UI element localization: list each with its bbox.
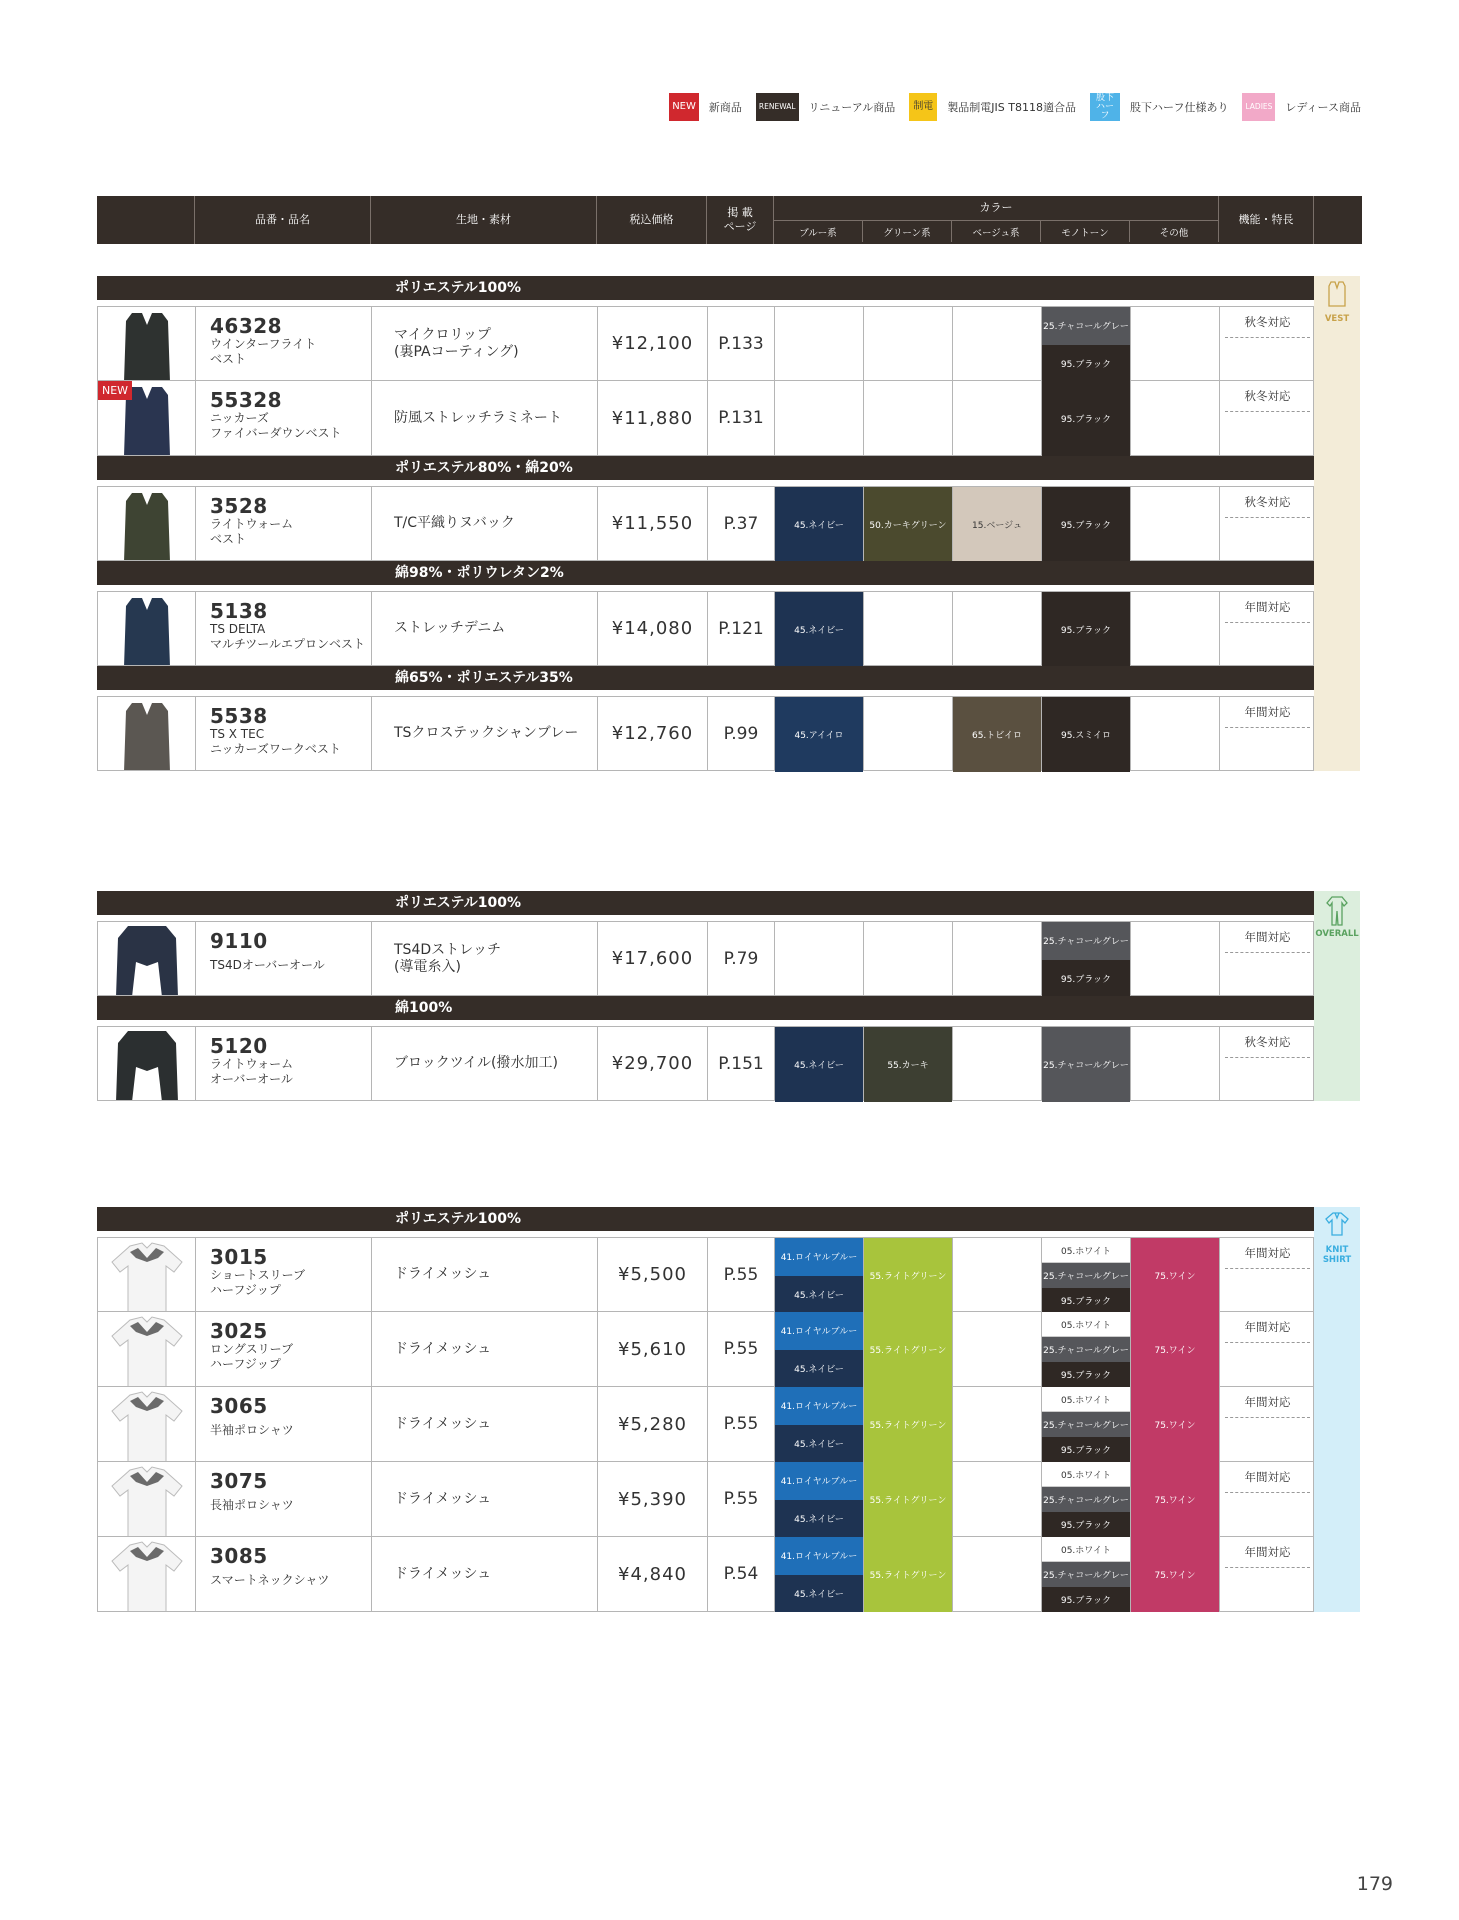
catalog-page-ref: P.55 [708,1387,775,1461]
color-swatch: 50.カーキグリーン [864,487,952,562]
color-swatch: 41.ロイヤルブルー [775,1387,863,1425]
page-number: 179 [1356,1873,1393,1895]
color-swatch: 45.ネイビー [775,592,863,667]
product-number: 3085 [210,1544,268,1568]
product-material: ブロックツイル(撥水加工) [372,1027,598,1100]
color-column-cell [864,922,953,995]
product-photo-cell [98,307,196,380]
feature-label: 年間対応 [1225,922,1310,953]
product-photo [98,1387,196,1461]
product-name: 長袖ポロシャツ [210,1498,294,1512]
category-tab-label: OVERALL [1315,929,1359,939]
product-material: 防風ストレッチラミネート [372,381,598,455]
product-price: ¥5,610 [598,1312,708,1386]
color-column-cell [953,1537,1042,1611]
header-name: 品番・品名 [195,196,371,244]
legend-item [756,93,895,121]
product-price: ¥4,840 [598,1537,708,1611]
color-swatch: 75.ワイン [1131,1312,1219,1387]
color-column-cell [1042,592,1131,665]
product-photo-cell [98,922,196,995]
color-column-cell [1131,307,1220,380]
product-photo [98,1238,196,1311]
color-swatch: 25.チャコールグレー [1042,307,1130,345]
color-swatch: 95.ブラック [1042,345,1130,383]
catalog-page-ref: P.55 [708,1462,775,1536]
product-photo [98,1312,196,1386]
feature-label: 年間対応 [1225,1312,1310,1343]
color-column-cell [775,1462,864,1536]
category-tab-label: KNIT SHIRT [1322,1245,1352,1265]
header-material: 生地・素材 [371,196,597,244]
color-swatch: 25.チャコールグレー [1042,1263,1130,1288]
color-swatch: 95.スミイロ [1042,697,1130,772]
category-tab-overall [1314,891,1360,1101]
color-swatch: 95.ブラック [1042,1437,1130,1462]
color-column-cell [953,487,1042,560]
color-swatch: 05.ホワイト [1042,1238,1130,1263]
product-number: 3065 [210,1394,268,1418]
feature-cell [1220,922,1315,995]
color-column-cell [775,487,864,560]
product-photo [98,307,196,380]
header-photo-col [97,196,195,244]
product-name: ロングスリーブ ハーフジップ [210,1342,294,1371]
color-column-cell [1042,381,1131,455]
catalog-page-ref: P.79 [708,922,775,995]
product-number: 3075 [210,1469,268,1493]
color-column-cell [775,922,864,995]
product-price: ¥17,600 [598,922,708,995]
color-swatch: 05.ホワイト [1042,1537,1130,1562]
legend-label: レディース商品 [1285,101,1361,114]
product-number: 5138 [210,599,268,623]
product-material: TSクロステックシャンブレー [372,697,598,770]
color-column-cell [775,381,864,455]
legend-item [669,93,742,121]
product-name-cell [196,381,372,455]
color-swatch: 95.ブラック [1042,487,1130,562]
color-swatch: 55.ライトグリーン [864,1238,952,1313]
color-column-cell [1131,697,1220,770]
product-material: ストレッチデニム [372,592,598,665]
header-color: カラー [774,196,1219,220]
color-swatch: 45.ネイビー [775,1276,863,1314]
product-name-cell [196,487,372,560]
product-name-cell [196,1312,372,1386]
feature-cell [1220,381,1315,455]
product-price: ¥5,500 [598,1238,708,1311]
color-swatch: 95.ブラック [1042,1362,1130,1387]
category-tab-knit-shirt [1314,1207,1360,1612]
product-row [97,921,1314,996]
legend-badge: LADIES [1242,93,1275,121]
feature-cell [1220,1387,1315,1461]
color-column-cell [1131,1312,1220,1386]
color-swatch: 41.ロイヤルブルー [775,1462,863,1500]
catalog-page-ref: P.131 [708,381,775,455]
product-photo-cell [98,1462,196,1536]
product-name: TS DELTA マルチツールエプロンベスト [210,622,366,651]
product-name-cell [196,1537,372,1611]
color-column-cell [1131,1027,1220,1100]
product-material: ドライメッシュ [372,1387,598,1461]
category-tab-vest [1314,276,1360,771]
color-swatch: 45.ネイビー [775,1027,863,1102]
header-price: 税込価格 [597,196,707,244]
product-photo-cell [98,1238,196,1311]
color-swatch: 45.ネイビー [775,1575,863,1613]
color-swatch: 41.ロイヤルブルー [775,1238,863,1276]
product-row [97,1462,1314,1537]
product-material: ドライメッシュ [372,1312,598,1386]
catalog-page-ref: P.55 [708,1238,775,1311]
color-swatch: 95.ブラック [1042,381,1130,456]
feature-cell [1220,1312,1315,1386]
color-column-cell [953,1462,1042,1536]
feature-label: 秋冬対応 [1225,1027,1310,1058]
color-column-cell [953,1027,1042,1100]
product-photo-cell [98,697,196,770]
product-photo [98,1027,196,1100]
color-column-cell [1042,697,1131,770]
color-column-cell [864,1387,953,1461]
material-category-bar [97,561,1314,585]
color-swatch: 55.カーキ [864,1027,952,1102]
product-price: ¥12,760 [598,697,708,770]
color-swatch: 55.ライトグリーン [864,1537,952,1612]
product-name: ライトウォーム ベスト [210,517,294,546]
color-column-cell [953,1312,1042,1386]
header-feature: 機能・特長 [1219,196,1314,244]
legend-item [1090,93,1228,121]
catalog-page-ref: P.133 [708,307,775,380]
color-swatch: 55.ライトグリーン [864,1387,952,1462]
color-swatch: 25.チャコールグレー [1042,1337,1130,1362]
catalog-page-ref: P.121 [708,592,775,665]
color-swatch: 41.ロイヤルブルー [775,1312,863,1350]
color-column-cell [864,697,953,770]
product-price: ¥11,550 [598,487,708,560]
feature-label: 年間対応 [1225,592,1310,623]
feature-label: 年間対応 [1225,1537,1310,1568]
color-column-cell [1042,1537,1131,1611]
color-column-cell [1131,1387,1220,1461]
feature-label: 秋冬対応 [1225,381,1310,412]
color-swatch: 25.チャコールグレー [1042,922,1130,960]
header-color-col: ブルー系 [774,220,863,242]
product-photo-cell [98,1387,196,1461]
product-row [97,591,1314,666]
color-swatch: 25.チャコールグレー [1042,1027,1130,1102]
product-name-cell [196,1387,372,1461]
knit-shirt-icon [1325,1211,1349,1243]
product-name: ウインターフライト ベスト [210,337,317,366]
color-swatch: 15.ベージュ [953,487,1041,562]
color-column-cell [953,592,1042,665]
color-column-cell [1042,307,1131,380]
material-category-label: ポリエステル100% [395,280,521,296]
color-swatch: 75.ワイン [1131,1238,1219,1313]
color-swatch: 41.ロイヤルブルー [775,1537,863,1575]
product-row [97,1387,1314,1462]
product-photo-cell [98,1537,196,1611]
header-color-col: モノトーン [1041,220,1130,242]
color-column-cell [1131,1462,1220,1536]
legend-item [909,93,1076,121]
product-number: 5538 [210,704,268,728]
product-photo [98,1462,196,1536]
color-column-cell [1042,1238,1131,1311]
legend-badge: 制電 [909,93,937,121]
product-name: 半袖ポロシャツ [210,1423,294,1437]
product-photo-cell [98,592,196,665]
product-material: ドライメッシュ [372,1537,598,1611]
product-name: ライトウォーム オーバーオール [210,1057,294,1086]
product-row [97,1237,1314,1312]
color-column-cell [1042,1387,1131,1461]
color-column-cell [864,381,953,455]
legend [655,93,1361,121]
product-number: 46328 [210,314,283,338]
color-column-cell [953,381,1042,455]
table-header [97,196,1362,244]
material-category-bar [97,276,1314,300]
color-swatch: 45.ネイビー [775,1350,863,1388]
feature-label: 年間対応 [1225,1387,1310,1418]
legend-badge: RENEWAL [756,93,799,121]
color-column-cell [775,697,864,770]
material-category-label: ポリエステル100% [395,895,521,911]
legend-label: 製品制電JIS T8118適合品 [947,101,1076,114]
color-column-cell [1131,1238,1220,1311]
color-swatch: 75.ワイン [1131,1462,1219,1537]
product-name-cell [196,922,372,995]
legend-label: 股下ハーフ仕様あり [1130,101,1229,114]
color-swatch: 75.ワイン [1131,1537,1219,1612]
product-row [97,1537,1314,1612]
feature-cell [1220,1027,1315,1100]
product-photo [98,1537,196,1611]
product-name-cell [196,697,372,770]
color-column-cell [1042,922,1131,995]
product-price: ¥14,080 [598,592,708,665]
color-column-cell [864,487,953,560]
color-column-cell [1042,1462,1131,1536]
color-swatch: 75.ワイン [1131,1387,1219,1462]
material-category-bar [97,456,1314,480]
product-name: スマートネックシャツ [210,1573,330,1587]
header-page: 掲 載 ページ [707,196,774,244]
catalog-page-ref: P.37 [708,487,775,560]
color-swatch: 95.ブラック [1042,1512,1130,1537]
product-name-cell [196,1027,372,1100]
catalog-page-ref: P.54 [708,1537,775,1611]
color-swatch: 45.ネイビー [775,487,863,562]
material-category-label: 綿65%・ポリエステル35% [395,670,573,686]
material-category-label: 綿98%・ポリウレタン2% [395,565,564,581]
product-price: ¥5,280 [598,1387,708,1461]
color-column-cell [775,1312,864,1386]
feature-cell [1220,1537,1315,1611]
product-number: 3015 [210,1245,268,1269]
catalog-page-ref: P.99 [708,697,775,770]
feature-label: 年間対応 [1225,697,1310,728]
product-row [97,696,1314,771]
product-material: T/C平織りヌバック [372,487,598,560]
product-price: ¥11,880 [598,381,708,455]
product-name: TS4Dオーバーオール [210,958,325,972]
color-column-cell [864,1537,953,1611]
color-swatch: 95.ブラック [1042,592,1130,667]
product-photo-cell [98,1027,196,1100]
color-column-cell [775,592,864,665]
color-swatch: 45.ネイビー [775,1500,863,1538]
product-photo-cell [98,1312,196,1386]
product-name-cell [196,307,372,380]
product-photo-cell [98,381,196,455]
product-material: TS4Dストレッチ (導電糸入) [372,922,598,995]
legend-label: リニューアル商品 [808,101,896,114]
color-swatch: 95.ブラック [1042,960,1130,998]
legend-label: 新商品 [708,101,742,114]
product-material: ドライメッシュ [372,1238,598,1311]
product-row [97,1026,1314,1101]
product-row [97,1312,1314,1387]
color-column-cell [1131,1537,1220,1611]
feature-cell [1220,1238,1315,1311]
product-name: ショートスリーブ ハーフジップ [210,1268,306,1297]
product-price: ¥29,700 [598,1027,708,1100]
product-material: マイクロリップ (裏PAコーティング) [372,307,598,380]
color-column-cell [775,1238,864,1311]
legend-badge: 股下ハーフ [1090,93,1120,121]
product-number: 3528 [210,494,268,518]
product-photo [98,922,196,995]
material-category-bar [97,1207,1314,1231]
catalog-page-ref: P.151 [708,1027,775,1100]
category-tab-label: VEST [1324,314,1350,324]
color-column-cell [864,1312,953,1386]
material-category-label: ポリエステル100% [395,1211,521,1227]
feature-cell [1220,592,1315,665]
product-number: 3025 [210,1319,268,1343]
product-photo-cell [98,487,196,560]
product-number: 55328 [210,388,283,412]
color-column-cell [953,1238,1042,1311]
color-column-cell [864,1462,953,1536]
color-swatch: 55.ライトグリーン [864,1312,952,1387]
header-tab-col [1314,196,1362,244]
product-photo [98,697,196,770]
feature-label: 年間対応 [1225,1462,1310,1493]
material-category-label: 綿100% [395,1000,453,1016]
color-swatch: 95.ブラック [1042,1288,1130,1313]
color-column-cell [953,697,1042,770]
product-row [97,306,1314,381]
product-row [97,486,1314,561]
material-category-bar [97,666,1314,690]
color-column-cell [775,1537,864,1611]
feature-label: 秋冬対応 [1225,487,1310,518]
color-column-cell [1042,487,1131,560]
color-column-cell [864,1238,953,1311]
color-swatch: 05.ホワイト [1042,1387,1130,1412]
color-swatch: 45.ネイビー [775,1425,863,1463]
color-column-cell [775,307,864,380]
color-swatch: 65.トビイロ [953,697,1041,772]
color-column-cell [1131,381,1220,455]
feature-cell [1220,1462,1315,1536]
color-column-cell [864,592,953,665]
color-column-cell [864,1027,953,1100]
feature-label: 年間対応 [1225,1238,1310,1269]
material-category-bar [97,996,1314,1020]
color-swatch: 05.ホワイト [1042,1312,1130,1337]
product-material: ドライメッシュ [372,1462,598,1536]
legend-item [1242,93,1361,121]
color-column-cell [1131,592,1220,665]
feature-label: 秋冬対応 [1225,307,1310,338]
product-row [97,381,1314,456]
product-name-cell [196,1462,372,1536]
color-column-cell [775,1387,864,1461]
product-price: ¥5,390 [598,1462,708,1536]
vest-icon [1325,280,1349,312]
product-name: TS X TEC ニッカーズワークベスト [210,727,341,756]
product-photo [98,592,196,665]
color-column-cell [1042,1312,1131,1386]
color-column-cell [953,307,1042,380]
color-column-cell [775,1027,864,1100]
color-column-cell [953,922,1042,995]
new-badge: NEW [98,381,132,400]
feature-cell [1220,487,1315,560]
feature-cell [1220,307,1315,380]
product-price: ¥12,100 [598,307,708,380]
color-column-cell [1042,1027,1131,1100]
color-swatch: 55.ライトグリーン [864,1462,952,1537]
product-name: ニッカーズ ファイバーダウンベスト [210,411,342,440]
color-column-cell [953,1387,1042,1461]
color-column-cell [1131,487,1220,560]
legend-badge: NEW [669,93,699,121]
color-column-cell [864,307,953,380]
color-swatch: 25.チャコールグレー [1042,1562,1130,1587]
color-swatch: 45.アイイロ [775,697,863,772]
product-name-cell [196,592,372,665]
color-swatch: 25.チャコールグレー [1042,1412,1130,1437]
color-column-cell [1131,922,1220,995]
product-photo [98,487,196,560]
product-number: 5120 [210,1034,268,1058]
catalog-page-ref: P.55 [708,1312,775,1386]
header-color-col: ベージュ系 [952,220,1041,242]
feature-cell [1220,697,1315,770]
header-color-col: グリーン系 [863,220,952,242]
overall-icon [1325,895,1349,927]
color-swatch: 25.チャコールグレー [1042,1487,1130,1512]
material-category-label: ポリエステル80%・綿20% [395,460,573,476]
product-name-cell [196,1238,372,1311]
header-color-col: その他 [1130,220,1219,242]
material-category-bar [97,891,1314,915]
product-number: 9110 [210,929,268,953]
color-swatch: 95.ブラック [1042,1587,1130,1612]
color-swatch: 05.ホワイト [1042,1462,1130,1487]
